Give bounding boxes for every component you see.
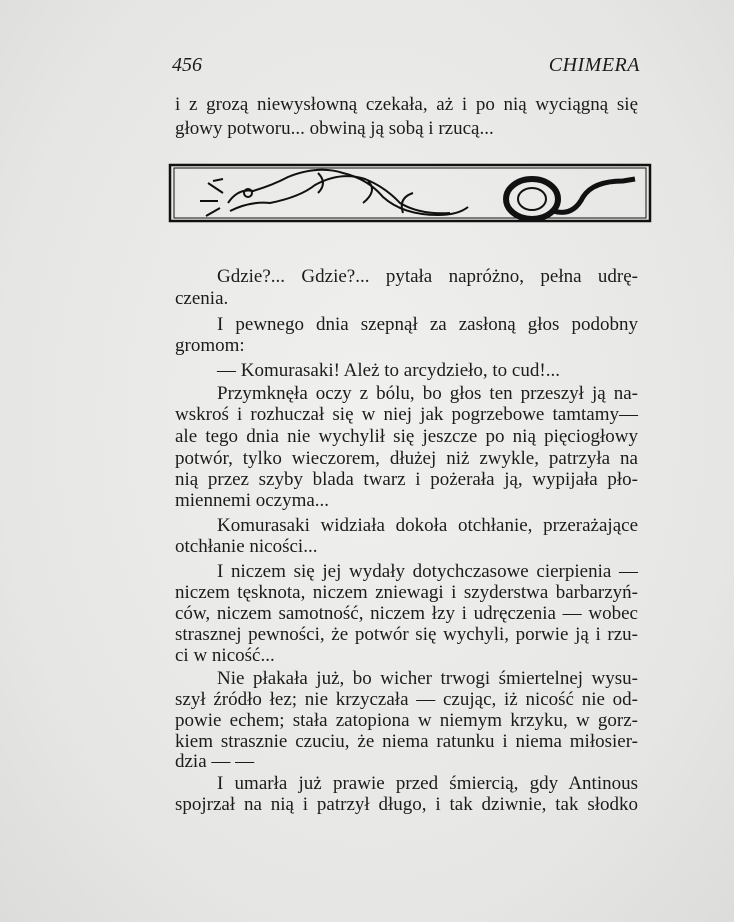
text-line: Komurasaki widziała dokoła otchłanie, przerażające [217, 515, 638, 536]
text-line: I niczem się jej wydały dotychczasowe cierpienia — [217, 561, 638, 582]
text-line: powie echem; stała zatopiona w niemym krzyku, w gorz- [175, 710, 638, 731]
text-line: Nie płakała już, bo wicher trwogi śmiertelnej wysu- [217, 668, 638, 689]
text-line: spojrzał na nią i patrzył długo, i tak dziwnie, tak słodko [175, 794, 638, 815]
text-line: strasznej pewności, że potwór się wychyli, porwie ją i rzu- [175, 624, 638, 645]
text-line: Przymknęła oczy z bólu, bo głos ten przeszył ją na- [217, 383, 638, 404]
text-line: ci w nicość... [175, 645, 275, 666]
text-line: kiem strasznie czuciu, że niema ratunku i niema miłosier- [175, 731, 638, 752]
text-line: otchłanie nicości... [175, 536, 318, 557]
text-line: wskroś i rozhuczał się w niej jak pogrzebowe tamtamy— [175, 404, 638, 425]
page-number: 456 [172, 54, 202, 76]
text-line: I umarła już prawie przed śmiercią, gdy Antinous [217, 773, 638, 794]
running-title: CHIMERA [548, 54, 640, 76]
text-line: szył źródło łez; nie krzyczała — czując, iż nicość nie od- [175, 689, 638, 710]
text-line: — Komurasaki! Ależ to arcydzieło, to cud!... [217, 360, 560, 381]
text-line: ale tego dnia nie wychylił się jeszcze po nią pięciogłowy [175, 426, 638, 447]
text-line: ców, niczem samotność, niczem łzy i udręczenia — wobec [175, 603, 638, 624]
text-line: dzia — — [175, 751, 255, 772]
text-line: potwór, tylko wieczorem, dłużej niż zwykle, patrzyła na [175, 448, 638, 469]
text-line: głowy potworu... obwiną ją sobą i rzucą... [175, 118, 494, 139]
dragon-ornament [168, 163, 652, 223]
text-line: i z grozą niewysłowną czekała, aż i po nią wyciągną się [175, 94, 638, 115]
text-line: gromom: [175, 335, 245, 356]
text-line: nią przez szyby blada twarz i pożerała ją, wypijała pło- [175, 469, 638, 490]
text-line: czenia. [175, 288, 229, 309]
text-line: niczem tęsknota, niczem zniewagi i szyderstwa barbarzyń- [175, 582, 638, 603]
text-line: miennemi oczyma... [175, 490, 330, 511]
text-line: I pewnego dnia szepnął za zasłoną głos podobny [217, 314, 638, 335]
text-line: Gdzie?... Gdzie?... pytała napróżno, pełna udrę- [217, 266, 638, 287]
